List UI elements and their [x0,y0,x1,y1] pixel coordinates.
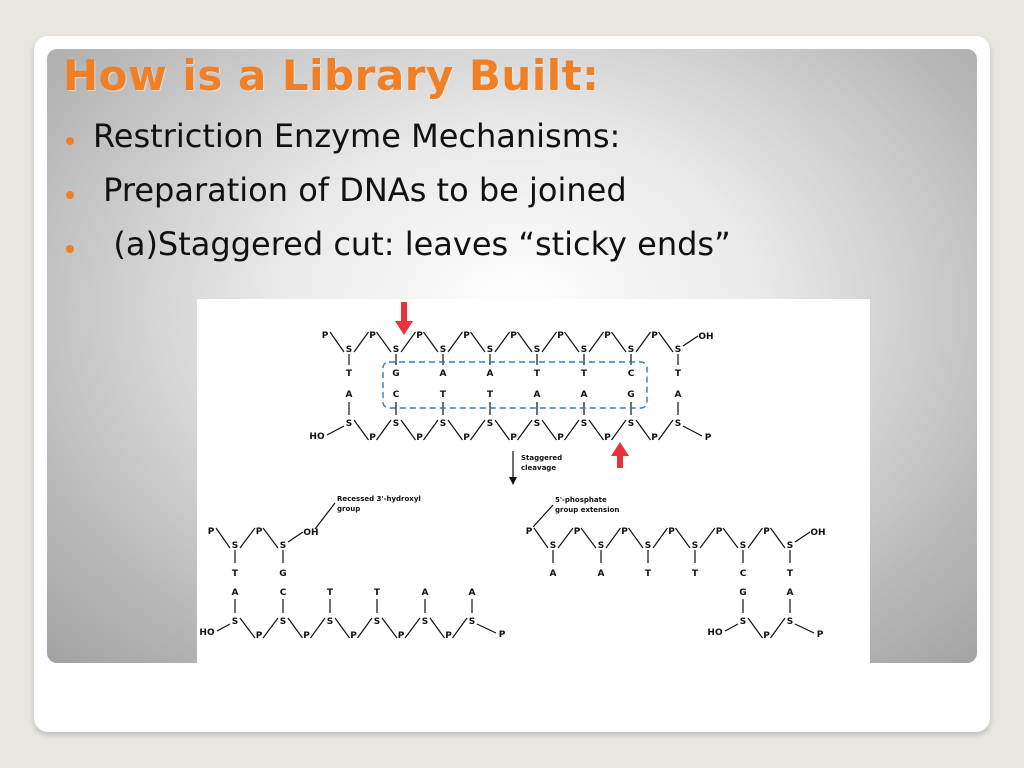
annotation-pointer [315,503,335,529]
sugar-label: S [597,541,605,551]
bullet-dot-icon [66,191,74,199]
sugar-label: S [392,345,400,355]
backbone-bond [453,618,468,638]
backbone-bond [636,332,651,352]
base-label: A [597,569,605,579]
backbone-bond [534,528,548,548]
base-label: A [580,390,588,400]
backbone-bond [676,528,691,548]
backbone-bond [518,332,533,352]
phosphate-label: P [416,331,423,341]
backbone-bond [335,618,350,638]
sugar-label: S [533,345,541,355]
backbone-bond [430,618,445,638]
backbone-bond [589,420,604,440]
phosphate-label: P [621,527,628,537]
cut-arrow-bottom-head [611,442,629,456]
phosphate-label: P [463,331,470,341]
sugar-label: S [627,345,635,355]
backbone-bond [354,332,369,352]
backbone-bond [495,332,510,352]
backbone-bond [748,528,763,548]
backbone-bond [263,618,278,638]
sugar-label: S [644,541,652,551]
bullet-item [93,117,620,155]
backbone-bond [288,532,303,542]
backbone-bond [377,420,392,440]
cut-arrow-top-shaft [401,302,407,324]
phosphate-label: P [397,631,405,641]
phosphate-label: P [604,331,611,341]
backbone-bond [683,426,702,436]
sugar-label: S [691,541,699,551]
phosphate-label: P [763,631,770,641]
strand-end-label: P [321,331,329,341]
sugar-label: S [421,617,429,627]
bullet-item [93,225,731,263]
sugar-label: S [486,345,494,355]
slide [47,49,977,663]
backbone-bond [240,528,255,548]
phosphate-label: P [350,631,357,641]
phosphate-label: P [651,433,658,443]
base-label: T [326,588,334,598]
recognition-site-box [383,362,647,408]
base-label: T [533,369,541,379]
strand-end-label: P [207,527,215,537]
sugar-label: S [549,541,557,551]
fragment-annotation: group extension [555,506,620,514]
base-label: A [549,569,557,579]
sugar-label: S [345,419,353,429]
phosphate-label: P [416,433,423,443]
backbone-bond [653,528,668,548]
sugar-label: S [345,345,353,355]
backbone-bond [589,332,604,352]
backbone-bond [683,336,698,346]
bullet-text: Preparation of DNAs to be joined [93,171,627,209]
sugar-label: S [439,345,447,355]
phosphate-label: P [510,331,517,341]
sugar-label: S [486,419,494,429]
phosphate-label: P [668,527,675,537]
fragment-annotation: Recessed 3'-hydroxyl [337,495,421,503]
phosphate-label: P [715,527,723,537]
cut-arrow-top-head [395,321,413,335]
sugar-label: S [580,345,588,355]
sugar-label: S [326,617,334,627]
cleavage-label: Staggered [521,454,563,462]
base-label: A [486,369,494,379]
base-label: G [392,369,400,379]
phosphate-label: P [369,331,376,341]
base-label: C [739,569,747,579]
strand-end-label: OH [303,528,319,538]
backbone-bond [240,618,255,638]
bullet-text: Restriction Enzyme Mechanisms: [93,117,621,155]
sugar-label: S [674,419,682,429]
backbone-bond [424,420,439,440]
base-label: A [231,588,239,598]
backbone-bond [330,332,344,352]
sugar-label: S [231,541,239,551]
base-label: G [627,390,635,400]
restriction-enzyme-diagram [197,299,870,663]
backbone-bond [725,624,738,631]
bullet-text: (a)Staggered cut: leaves “sticky ends” [93,225,731,263]
base-label: T [231,569,239,579]
base-label: T [691,569,699,579]
bullet-dot-icon [66,137,74,145]
bullet-dot-icon [66,245,74,253]
backbone-bond [700,528,715,548]
backbone-bond [471,420,486,440]
backbone-bond [659,420,674,440]
base-label: A [674,390,682,400]
phosphate-label: P [573,527,581,537]
backbone-bond [606,528,621,548]
base-label: T [345,369,353,379]
sugar-label: S [279,617,287,627]
base-label: T [439,390,447,400]
backbone-bond [581,528,596,548]
backbone-bond [382,618,397,638]
sugar-label: S [279,541,287,551]
backbone-bond [723,528,738,548]
backbone-bond [542,420,557,440]
backbone-bond [542,332,557,352]
backbone-bond [612,332,627,352]
base-label: G [279,569,287,579]
bullet-item [93,171,627,209]
backbone-bond [748,618,763,638]
backbone-bond [358,618,373,638]
strand-end-label: P [525,527,533,537]
backbone-bond [377,332,392,352]
backbone-bond [558,528,573,548]
backbone-bond [424,332,439,352]
fragment-annotation: group [337,505,361,513]
fragment-annotation: 5'-phosphate [555,496,607,504]
backbone-bond [771,618,786,638]
sugar-label: S [674,345,682,355]
phosphate-label: P [557,433,564,443]
backbone-bond [795,624,814,633]
strand-end-label: P [498,630,506,640]
backbone-bond [405,618,420,638]
backbone-bond [565,420,580,440]
base-label: A [345,390,353,400]
base-label: T [786,569,794,579]
backbone-bond [612,420,627,440]
base-label: T [674,369,682,379]
sugar-label: S [739,541,747,551]
base-label: A [439,369,447,379]
strand-end-label: HO [707,628,723,638]
base-label: A [421,588,429,598]
backbone-bond [659,332,674,352]
backbone-bond [771,528,786,548]
phosphate-label: P [763,527,770,537]
backbone-bond [565,332,580,352]
cleavage-arrow-head [509,477,517,485]
backbone-bond [217,624,230,631]
phosphate-label: P [651,331,658,341]
backbone-bond [636,420,651,440]
phosphate-label: P [445,631,452,641]
backbone-bond [795,532,810,542]
base-label: T [580,369,588,379]
backbone-bond [471,332,486,352]
backbone-bond [354,420,369,440]
backbone-bond [448,420,463,440]
backbone-bond [495,420,510,440]
sugar-label: S [533,419,541,429]
backbone-bond [263,528,278,548]
sugar-label: S [468,617,476,627]
backbone-bond [288,618,303,638]
strand-end-label: P [704,433,712,443]
sugar-label: S [739,617,747,627]
base-label: A [468,588,476,598]
phosphate-label: P [557,331,564,341]
strand-end-label: OH [810,528,826,538]
sugar-label: S [392,419,400,429]
phosphate-label: P [255,527,263,537]
base-label: T [373,588,381,598]
phosphate-label: P [303,631,310,641]
sugar-label: S [786,541,794,551]
dna-diagram-svg [197,299,870,663]
sugar-label: S [231,617,239,627]
phosphate-label: P [510,433,517,443]
backbone-bond [629,528,644,548]
phosphate-label: P [463,433,470,443]
backbone-bond [311,618,326,638]
base-label: C [279,588,287,598]
phosphate-label: P [604,433,611,443]
sugar-label: S [373,617,381,627]
sugar-label: S [580,419,588,429]
backbone-bond [401,332,416,352]
strand-end-label: HO [309,432,325,442]
strand-end-label: HO [199,628,215,638]
base-label: G [739,588,747,598]
annotation-pointer [533,505,553,527]
cleavage-label: cleavage [521,464,557,472]
cut-arrow-bottom-shaft [617,454,623,468]
strand-end-label: P [816,630,824,640]
base-label: C [627,369,635,379]
strand-end-label: OH [698,332,714,342]
backbone-bond [477,624,496,633]
base-label: A [533,390,541,400]
slide-title: How is a Library Built: [63,51,600,100]
backbone-bond [401,420,416,440]
backbone-bond [327,426,344,435]
base-label: A [786,588,794,598]
base-label: C [392,390,400,400]
sugar-label: S [439,419,447,429]
sugar-label: S [627,419,635,429]
backbone-bond [518,420,533,440]
base-label: T [486,390,494,400]
phosphate-label: P [255,631,263,641]
backbone-bond [216,528,230,548]
sugar-label: S [786,617,794,627]
base-label: T [644,569,652,579]
phosphate-label: P [369,433,376,443]
backbone-bond [448,332,463,352]
